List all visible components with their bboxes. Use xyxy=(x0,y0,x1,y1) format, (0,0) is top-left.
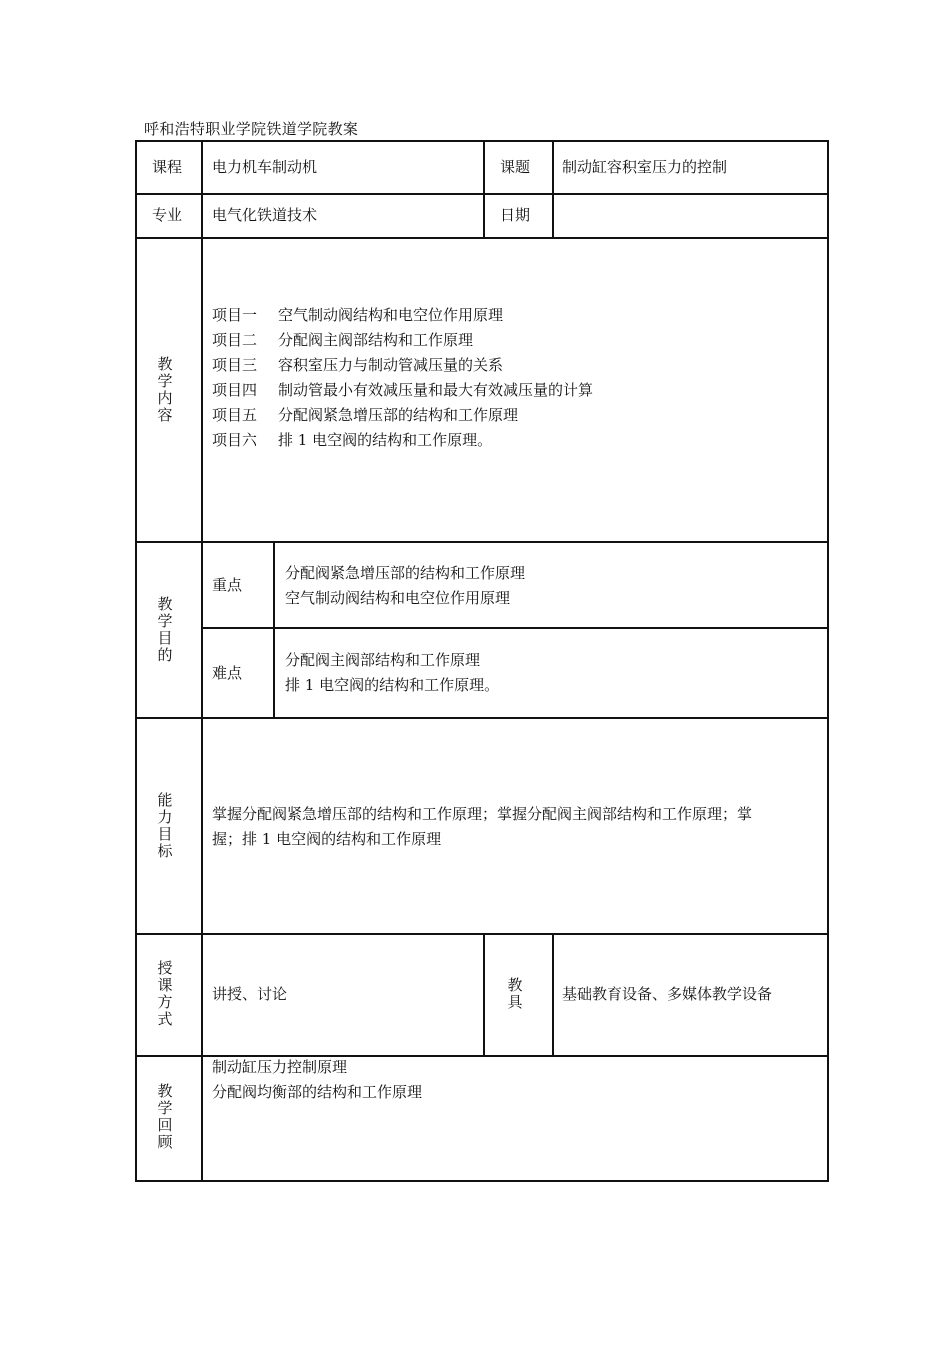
key-point-line: 分配阀紧急增压部的结构和工作原理 xyxy=(285,564,526,582)
objectives-label: 教学目的 xyxy=(157,595,173,664)
difficult-point-line: 排 1 电空阀的结构和工作原理。 xyxy=(285,676,500,694)
key-point-line: 空气制动阀结构和电空位作用原理 xyxy=(285,589,511,607)
major-value: 电气化铁道技术 xyxy=(212,206,318,224)
list-item: 项目六 排 1 电空阀的结构和工作原理。 xyxy=(212,431,493,449)
row-divider xyxy=(137,193,827,195)
ability-line: 掌握分配阀紧急增压部的结构和工作原理；掌握分配阀主阀部结构和工作原理；掌 xyxy=(212,805,753,823)
row-divider xyxy=(137,717,827,719)
date-label: 日期 xyxy=(500,206,531,224)
ability-line: 握；排 1 电空阀的结构和工作原理 xyxy=(212,830,442,848)
method-label: 授课方式 xyxy=(157,959,173,1028)
content-label: 教学内容 xyxy=(157,355,173,424)
list-item: 项目一 空气制动阀结构和电空位作用原理 xyxy=(212,306,504,324)
key-points xyxy=(285,561,525,611)
tools-value: 基础教育设备、多媒体教学设备 xyxy=(562,985,773,1003)
row-divider xyxy=(137,237,827,239)
row-divider xyxy=(137,541,827,543)
review-line: 分配阀均衡部的结构和工作原理 xyxy=(212,1083,423,1101)
lesson-plan-table xyxy=(135,140,829,1182)
column-divider xyxy=(552,142,554,237)
topic-value: 制动缸容积室压力的控制 xyxy=(562,158,728,176)
major-label: 专业 xyxy=(152,206,183,224)
review-text xyxy=(212,1055,422,1105)
difficult-point-line: 分配阀主阀部结构和工作原理 xyxy=(285,651,481,669)
content-list xyxy=(212,303,593,453)
list-item: 项目二 分配阀主阀部结构和工作原理 xyxy=(212,331,474,349)
tools-label: 教具 xyxy=(507,976,523,1011)
difficult-points xyxy=(285,648,499,698)
difficult-points-label: 难点 xyxy=(212,664,243,682)
method-value: 讲授、讨论 xyxy=(212,985,288,1003)
ability-text xyxy=(212,802,752,852)
column-divider xyxy=(273,541,275,717)
column-divider xyxy=(201,142,203,1180)
row-divider xyxy=(137,933,827,935)
column-divider xyxy=(552,933,554,1055)
ability-label: 能力目标 xyxy=(157,791,173,860)
list-item: 项目三 容积室压力与制动管减压量的关系 xyxy=(212,356,504,374)
topic-label: 课题 xyxy=(500,158,531,176)
list-item: 项目五 分配阀紧急增压部的结构和工作原理 xyxy=(212,406,519,424)
review-line: 制动缸压力控制原理 xyxy=(212,1058,348,1076)
course-label: 课程 xyxy=(152,158,183,176)
review-label: 教学回顾 xyxy=(157,1082,173,1151)
row-divider xyxy=(201,627,827,629)
column-divider xyxy=(483,142,485,237)
document-header: 呼和浩特职业学院铁道学院教案 xyxy=(144,120,359,138)
course-value: 电力机车制动机 xyxy=(212,158,318,176)
list-item: 项目四 制动管最小有效减压量和最大有效减压量的计算 xyxy=(212,381,594,399)
column-divider xyxy=(483,933,485,1055)
key-points-label: 重点 xyxy=(212,576,243,594)
